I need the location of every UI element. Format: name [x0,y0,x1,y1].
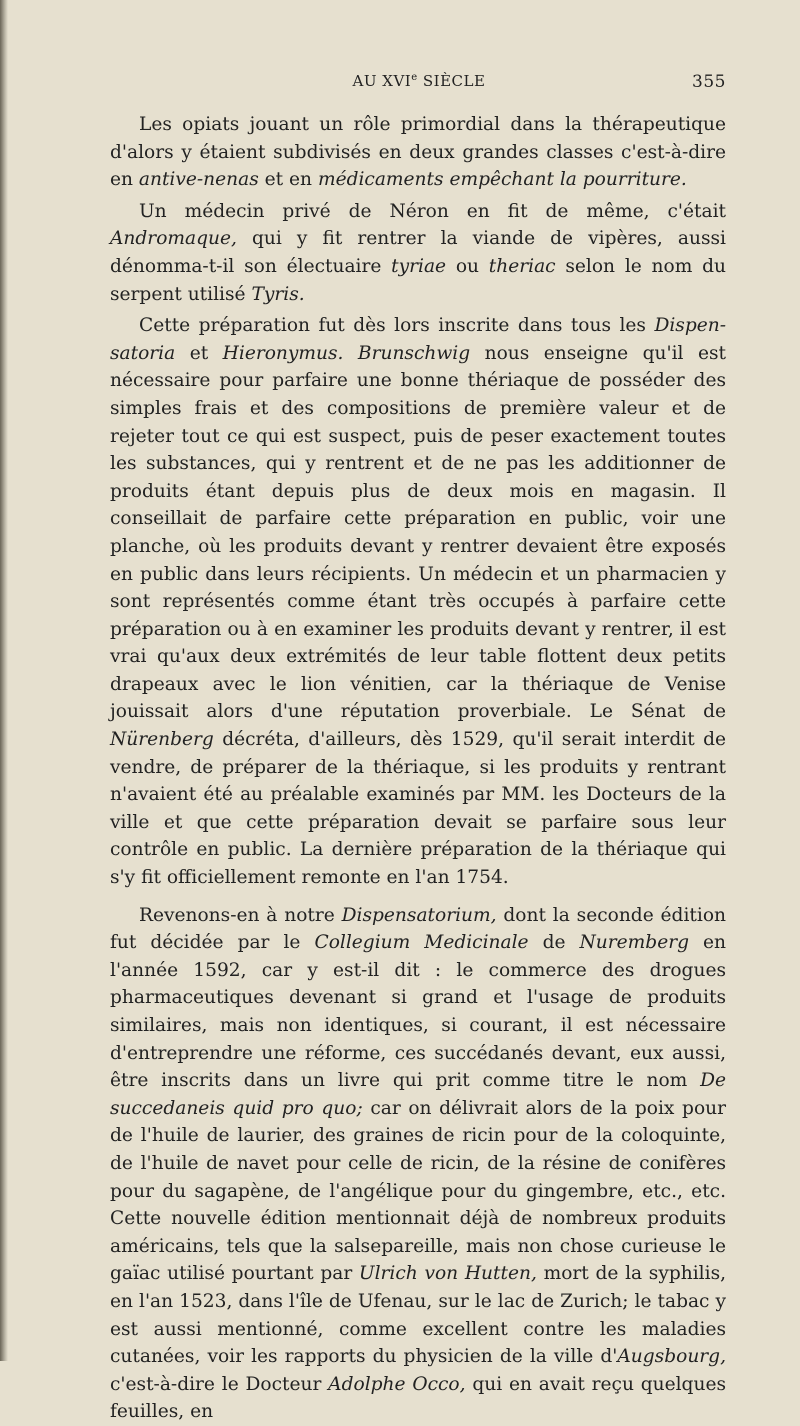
paragraph-dispensatorium [110,902,726,1426]
text-run: mort de la syphilis, en l'an 1523, dans l'île de Ufenau, sur le lac de Zurich; le tabac y est aussi mentionné, comme excellent contre les maladies cutanées, voir les rapports du physicien de la ville d' [110,1263,727,1368]
running-title-end: SIÈCLE [417,72,486,90]
paragraph-neron [110,198,726,308]
page-body [110,111,726,1426]
italic-name: Andromaque, [110,228,237,250]
text-run: c'est-à-dire le Docteur [110,1373,329,1395]
italic-term: médicaments empêchant la pourriture. [317,169,687,191]
text-run: Un médecin privé de Néron en fit de même, c'était [139,200,726,222]
text-run: qui en avait reçu quelques feuilles, en [110,1373,726,1423]
text-run: Revenons-en à notre [139,904,342,926]
page-header [112,72,726,100]
italic-term: theriac [488,255,556,277]
text-run: décréta, d'ailleurs, dès 1529, qu'il serait interdit de vendre, de préparer de la thériaque, si les produits y rentrant n'avaient été au préalable examinés par MM. les Docteurs de la ville et que cette préparation devait se parfaire sous leur contrôle en public. La dernière préparation de la thériaque qui s'y fit officiellement remonte en l'an 1754. [110,729,726,889]
italic-term: Dispen-satoria [110,315,726,364]
paragraph-preparation [110,312,726,891]
text-run: et en [258,169,318,191]
book-spine-shadow [0,0,8,1361]
italic-name: Nürenberg [110,729,214,751]
text-run: Cette préparation fut dès lors inscrite dans tous les [139,315,655,337]
italic-name: Nuremberg [579,932,689,954]
text-run: et [175,342,223,364]
italic-term: De succedaneis quid pro quo; [110,1070,726,1119]
text-run: qui y fit rentrer la viande de vipères, aussi dénomma-t-il son électuaire [110,228,726,277]
italic-term: antive-nenas [138,169,259,191]
paragraph-opiats [110,111,726,194]
page-number: 355 [692,72,726,92]
text-run: car on délivrait alors de la poix pour de l'huile de laurier, des graines de ricin pour de la coloquinte, de l'huile de navet pour celle de ricin, de la résine de conifères pour du sagapène, de l'angélique pour du gingembre, etc., etc. Cette nouvelle édition mentionnait déjà de nombreux produits américains, tels que la salsepareille, mais non chose curieuse le gaïac utilisé pourtant par [110,1097,727,1285]
text-run: nous enseigne qu'il est nécessaire pour parfaire une bonne thériaque de posséder des simples frais et des compositions de première valeur et de rejeter tout ce qui est suspect, puis de peser exactement toutes les substances, qui y rentrent et de ne pas les additionner de produits étant depuis plus de deux mois en magasin. Il conseillait de parfaire cette préparation en public, voir une planche, où les produits devant y rentrer devaient être exposés en public dans leurs récipients. Un médecin et un pharmacien y sont représentés comme étant très occupés à parfaire cette préparation ou à en examiner les produits devant y rentrer, il est vrai qu'aux deux extrémités de leur table flottent deux petits drapeaux avec le lion vénitien, car la thériaque de Venise jouissait alors d'une réputation proverbiale. Le Sénat de [110,342,726,723]
text-run: en l'année 1592, car y est-il dit : le commerce des drogues pharmaceutiques devenant si grand et l'usage de produits similaires, mais non identiques, si courant, il est nécessaire d'entreprendre une réforme, ces succédanés devant, eux aussi, être inscrits dans un livre qui prit comme titre le nom [110,932,727,1092]
text-run: de [528,932,580,954]
text-run: selon le nom du serpent utilisé [110,255,726,305]
text-run: ou [446,255,489,277]
text-run: Les opiats jouant un rôle primordial dans la thérapeutique d'alors y étaient subdivisés en deux grandes classes c'est-à-dire en [110,114,726,191]
italic-name: Ulrich von Hutten, [358,1263,537,1285]
italic-name: Collegium Medicinale [314,932,529,954]
running-title-main: AU XVI [352,72,412,90]
italic-name: Tyris. [251,283,305,305]
italic-name: Hieronymus. Brunschwig [222,342,471,364]
running-title-superscript: e [411,72,418,83]
running-title [112,72,726,90]
italic-term: tyriae [391,255,447,277]
italic-name: Adolphe Occo, [328,1373,466,1395]
italic-name: Augsbourg, [617,1346,726,1368]
text-run: dont la seconde édition fut décidée par le [110,904,726,954]
italic-term: Dispensatorium, [341,904,497,926]
